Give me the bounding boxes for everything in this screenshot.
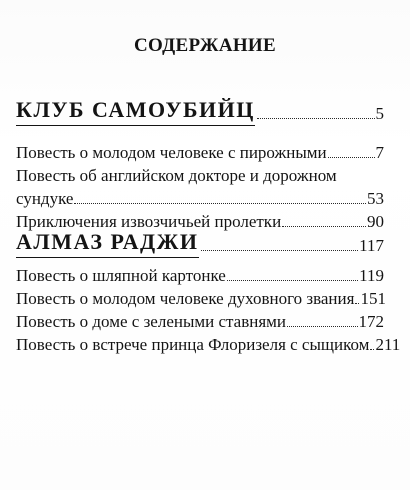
dot-leader: [201, 250, 359, 251]
page-number: 90: [367, 212, 384, 231]
page-number: 119: [359, 266, 384, 285]
page-number: 117: [359, 236, 384, 255]
dot-leader: [355, 303, 359, 304]
dot-leader: [227, 280, 358, 281]
part-title: КЛУБ САМОУБИЙЦ: [16, 95, 255, 126]
dot-leader: [287, 326, 357, 327]
toc-part-1-entries: [16, 141, 384, 233]
part-2-line: [16, 228, 384, 258]
entry-title-line-2: сундуке: [16, 189, 74, 208]
toc-part-2-entries: [16, 264, 401, 356]
entry-title: Приключения извозчичьей пролетки: [16, 212, 282, 231]
part-title: АЛМАЗ РАДЖИ: [16, 227, 199, 258]
dot-leader: [282, 226, 366, 227]
entry-title: Повесть о молодом человеке с пирожными: [16, 143, 327, 162]
dot-leader: [257, 118, 375, 119]
toc-entry: [16, 333, 401, 356]
entry-title: Повесть о шляпной картонке: [16, 266, 226, 285]
page-number: 53: [367, 189, 384, 208]
dot-leader: [74, 203, 366, 204]
dot-leader: [328, 157, 375, 158]
toc-part-2: [16, 228, 384, 258]
page-number: 7: [375, 143, 384, 162]
toc-entry: [16, 187, 384, 210]
page-number: 211: [375, 335, 401, 354]
toc-entry: [16, 264, 384, 287]
page-number: 5: [375, 104, 384, 123]
contents-heading: СОДЕРЖАНИЕ: [134, 35, 276, 56]
page-number: 172: [358, 312, 384, 331]
page-number: 151: [360, 289, 386, 308]
toc-part-1: [16, 96, 384, 126]
entry-title: Повесть о доме с зелеными ставнями: [16, 312, 287, 331]
entry-title-line-1: Повесть об английском докторе и дорожном: [16, 166, 337, 185]
toc-entry: [16, 310, 384, 333]
entry-title: Повесть о встрече принца Флоризеля с сыщиком: [16, 335, 370, 354]
toc-entry: [16, 141, 384, 164]
toc-entry: [16, 287, 384, 310]
part-1-line: [16, 96, 384, 126]
entry-title: Повесть о молодом человеке духовного звания: [16, 289, 355, 308]
dot-leader: [370, 349, 374, 350]
